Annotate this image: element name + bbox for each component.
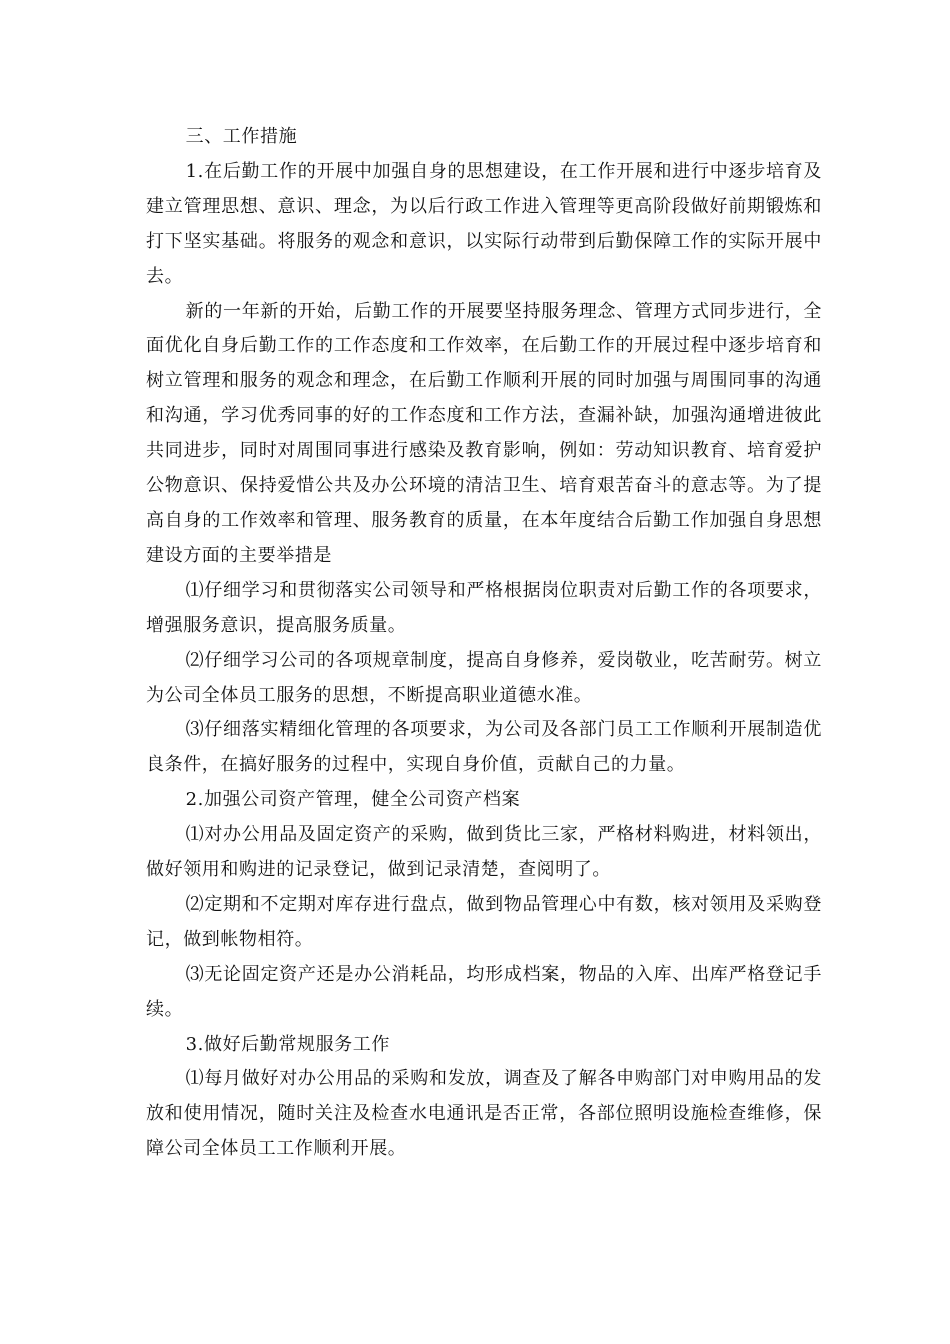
paragraph-new-year: 新的一年新的开始，后勤工作的开展要坚持服务理念、管理方式同步进行，全面优化自身后勤工作的工作态度和工作效率，在后勤工作的开展过程中逐步培育和树立管理和服务的观念和理念，在后勤工作顺利开展的同时加强与周围同事的沟通和沟通，学习优秀同事的好的工作态度和工作方法，查漏补缺，加强沟通增进彼此共同进步，同时对周围同事进行感染及教育影响，例如：劳动知识教育、培育爱护公物意识、保持爱惜公共及办公环境的清洁卫生、培育艰苦奋斗的意志等。为了提高自身的工作效率和管理、服务教育的质量，在本年度结合后勤工作加强自身思想建设方面的主要举措是 [146, 300, 822, 566]
list-item-2-3: ⑶无论固定资产还是办公消耗品，均形成档案，物品的入库、出库严格登记手续。 [146, 963, 822, 1020]
list-item-2-2: ⑵定期和不定期对库存进行盘点，做到物品管理心中有数，核对领用及采购登记，做到帐物相符。 [146, 893, 822, 950]
list-item-1-1: ⑴仔细学习和贯彻落实公司领导和严格根据岗位职责对后勤工作的各项要求，增强服务意识，提高服务质量。 [146, 579, 822, 636]
list-item-1-2: ⑵仔细学习公司的各项规章制度，提高自身修养，爱岗敬业，吃苦耐劳。树立为公司全体员工服务的思想，不断提高职业道德水准。 [146, 649, 822, 706]
section-heading: 三、工作措施 [185, 126, 298, 147]
subheading-routine-service: 3.做好后勤常规服务工作 [185, 1033, 390, 1055]
document-body [146, 120, 822, 1167]
list-item-1-3: ⑶仔细落实精细化管理的各项要求，为公司及各部门员工工作顺利开展制造优良条件，在搞好服务的过程中，实现自身价值，贡献自己的力量。 [146, 719, 822, 776]
paragraph-measure-1: 1.在后勤工作的开展中加强自身的思想建设，在工作开展和进行中逐步培育及建立管理思想、意识、理念，为以后行政工作进入管理等更高阶段做好前期锻炼和打下坚实基础。将服务的观念和意识，以实际行动带到后勤保障工作的实际开展中去。 [146, 160, 822, 287]
list-item-3-1: ⑴每月做好对办公用品的采购和发放，调查及了解各申购部门对申购用品的发放和使用情况，随时关注及检查水电通讯是否正常，各部位照明设施检查维修，保障公司全体员工工作顺利开展。 [146, 1068, 822, 1160]
subheading-asset-management: 2.加强公司资产管理，健全公司资产档案 [185, 789, 521, 811]
list-item-2-1: ⑴对办公用品及固定资产的采购，做到货比三家，严格材料购进，材料领出，做好领用和购进的记录登记，做到记录清楚，查阅明了。 [146, 824, 822, 881]
